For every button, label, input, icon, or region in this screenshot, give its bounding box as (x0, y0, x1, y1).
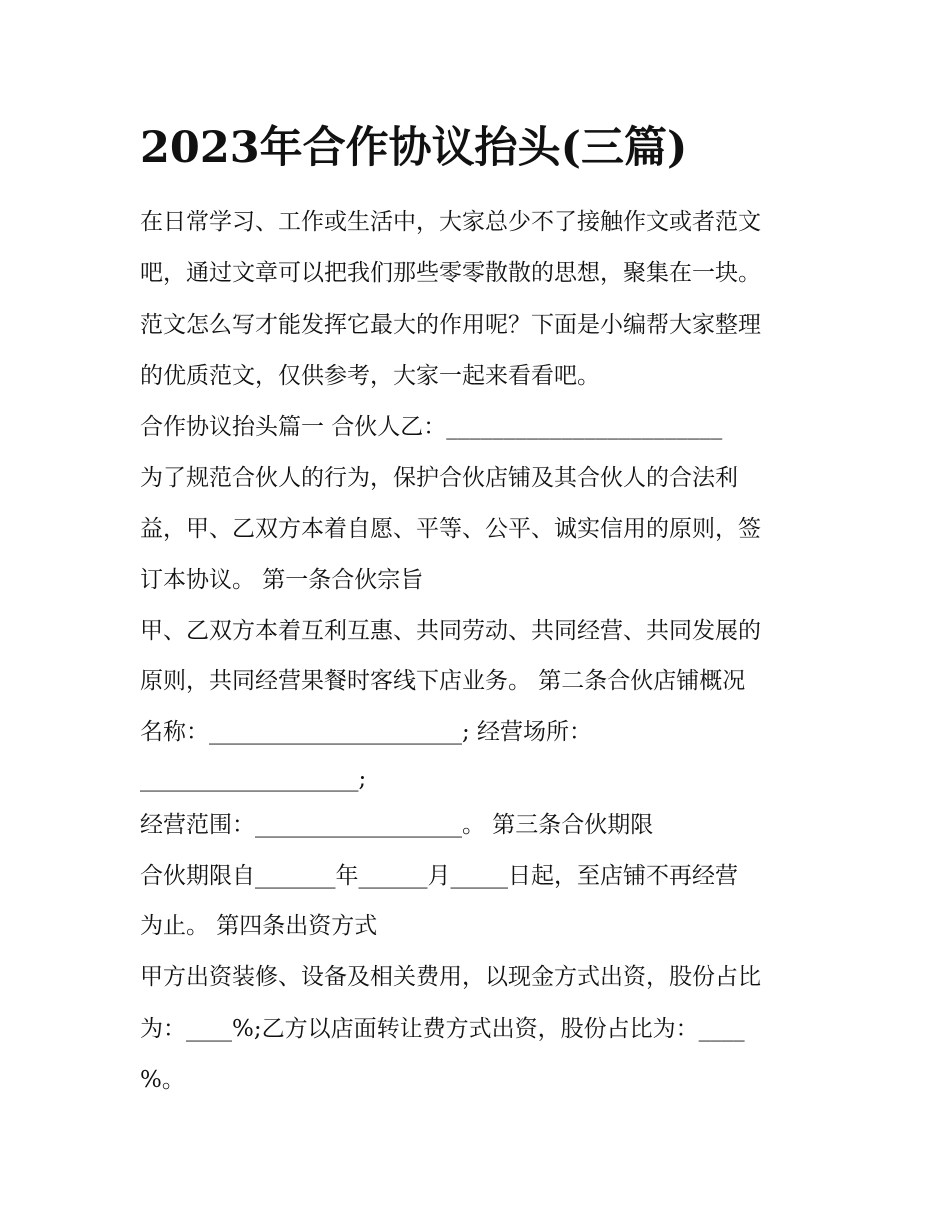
paragraph-line: 吧，通过文章可以把我们那些零零散散的思想，聚集在一块。 (140, 260, 761, 286)
paragraph-line: 益，甲、乙双方本着自愿、平等、公平、诚实信用的原则，签 (140, 516, 761, 542)
paragraph-line: 合伙期限自_______年______月_____日起，至店铺不再经营 (140, 863, 738, 889)
paragraph-line: 为了规范合伙人的行为，保护合伙店铺及其合伙人的合法利 (140, 465, 738, 491)
paragraph-line: 经营范围：__________________。 第三条合伙期限 (140, 812, 654, 838)
paragraph-line: 的优质范文，仅供参考，大家一起来看看吧。 (140, 363, 600, 389)
paragraph-line: 为：____%;乙方以店面转让费方式出资，股份占比为：____ (140, 1016, 745, 1042)
paragraph-line: 范文怎么写才能发挥它最大的作用呢？下面是小编帮大家整理 (140, 312, 761, 338)
paragraph-line: 在日常学习、工作或生活中，大家总少不了接触作文或者范文 (140, 209, 761, 235)
paragraph-line: 甲方出资装修、设备及相关费用，以现金方式出资，股份占比 (140, 964, 761, 990)
paragraph-line: ___________________; (140, 766, 367, 792)
paragraph-line: 订本协议。 第一条合伙宗旨 (140, 567, 424, 593)
paragraph-line: 原则，共同经营果餐时客线下店业务。 第二条合伙店铺概况 (140, 668, 746, 694)
section-heading-line: 合作协议抬头篇一 合伙人乙：________________________ (140, 414, 723, 440)
paragraph-line: 为止。 第四条出资方式 (140, 913, 378, 939)
paragraph-line: 名称：______________________; 经营场所： (140, 719, 593, 745)
document-title: 2023年合作协议抬头(三篇) (140, 123, 688, 173)
paragraph-line: 甲、乙双方本着互利互惠、共同劳动、共同经营、共同发展的 (140, 618, 761, 644)
paragraph-line: %。 (140, 1067, 185, 1093)
